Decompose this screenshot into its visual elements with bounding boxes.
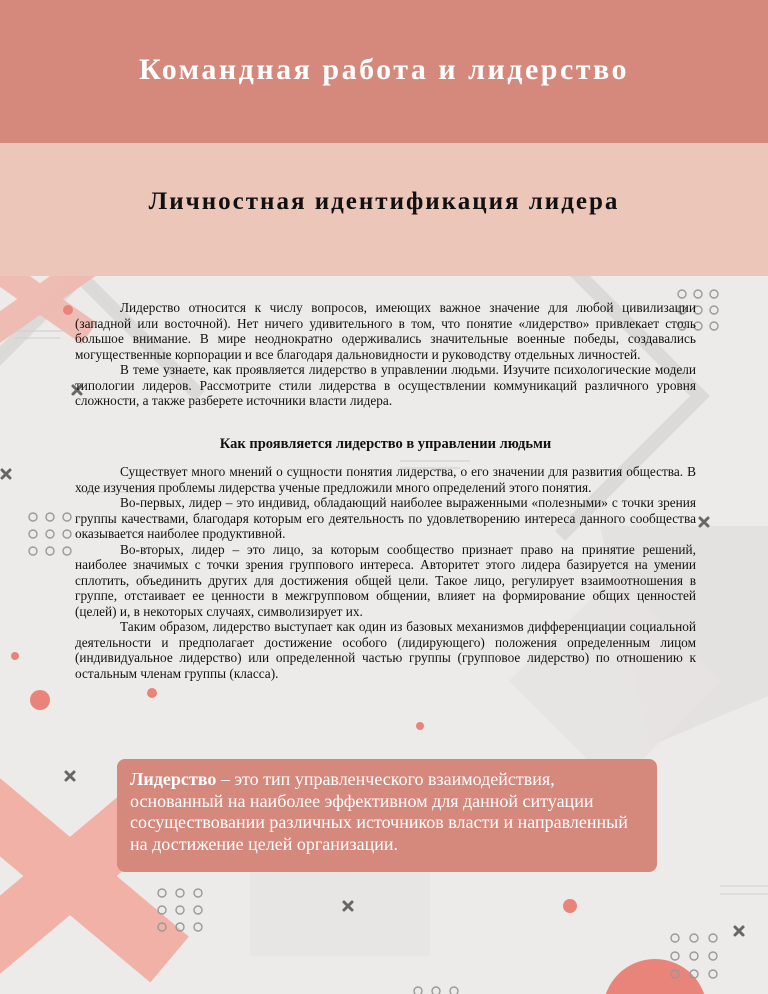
page-title: Командная работа и лидерство	[138, 52, 629, 86]
definition-callout	[117, 759, 657, 872]
topic-header	[0, 143, 768, 276]
section-paragraph: Таким образом, лидерство выступает как один из базовых механизмов дифференциации социальной деятельности и предполагает достижение особого (лидирующего) положения определенным лицом (индивидуальное лидерство) или определенной частью группы (групповое лидерство) по отношению к остальным членам группы (класса).	[75, 619, 696, 681]
intro-paragraph: В теме узнаете, как проявляется лидерство в управлении людьми. Изучите психологические модели типологии лидеров. Рассмотрите стили лидерства в осуществлении коммуникаций различного уровня сложности, а также разберете источники власти лидера.	[75, 362, 696, 408]
page-header	[0, 0, 768, 143]
text-body	[75, 300, 696, 681]
topic-title: Личностная идентификация лидера	[148, 187, 620, 215]
definition-term: Лидерство	[130, 769, 217, 789]
section-heading: Как проявляется лидерство в управлении людьми	[219, 435, 552, 452]
intro-paragraph: Лидерство относится к числу вопросов, имеющих важное значение для любой цивилизации (западной или восточной). Нет ничего удивительного в том, что понятие «лидерство» привлекает столь большое внимание. В мире неоднократно одерживались значительные военные победы, создавались могущественные корпорации и все благодаря дальновидности и руководству отдельных личностей.	[75, 300, 696, 362]
section-paragraph: Существует много мнений о сущности понятия лидерства, о его значении для развития общества. В ходе изучения проблемы лидерства ученые предложили много определений этого понятия.	[75, 464, 696, 495]
definition-text: – это тип управленческого взаимодействия, основанный на наиболее эффективном для данной ситуации сосуществовании различных источников власти и направленный на достижение целей организации.	[130, 769, 628, 854]
section-paragraph: Во-первых, лидер – это индивид, обладающий наиболее выраженными «полезными» с точки зрения группы качествами, благодаря которым его деятельность по удовлетворению интереса данного сообщества оказывается наиболее продуктивной.	[75, 495, 696, 541]
section-paragraph: Во-вторых, лидер – это лицо, за которым сообщество признает право на принятие решений, наиболее значимых с точки зрения группового интереса. Авторитет этого лидера базируется на умении сплотить, объединить других для достижения общей цели. Такое лицо, регулирует взаимоотношения в группе, отстаивает ее ценности в межгрупповом общении, влияет на формирование общих ценностей (целей) и, в некоторых случаях, символизирует их.	[75, 541, 696, 619]
